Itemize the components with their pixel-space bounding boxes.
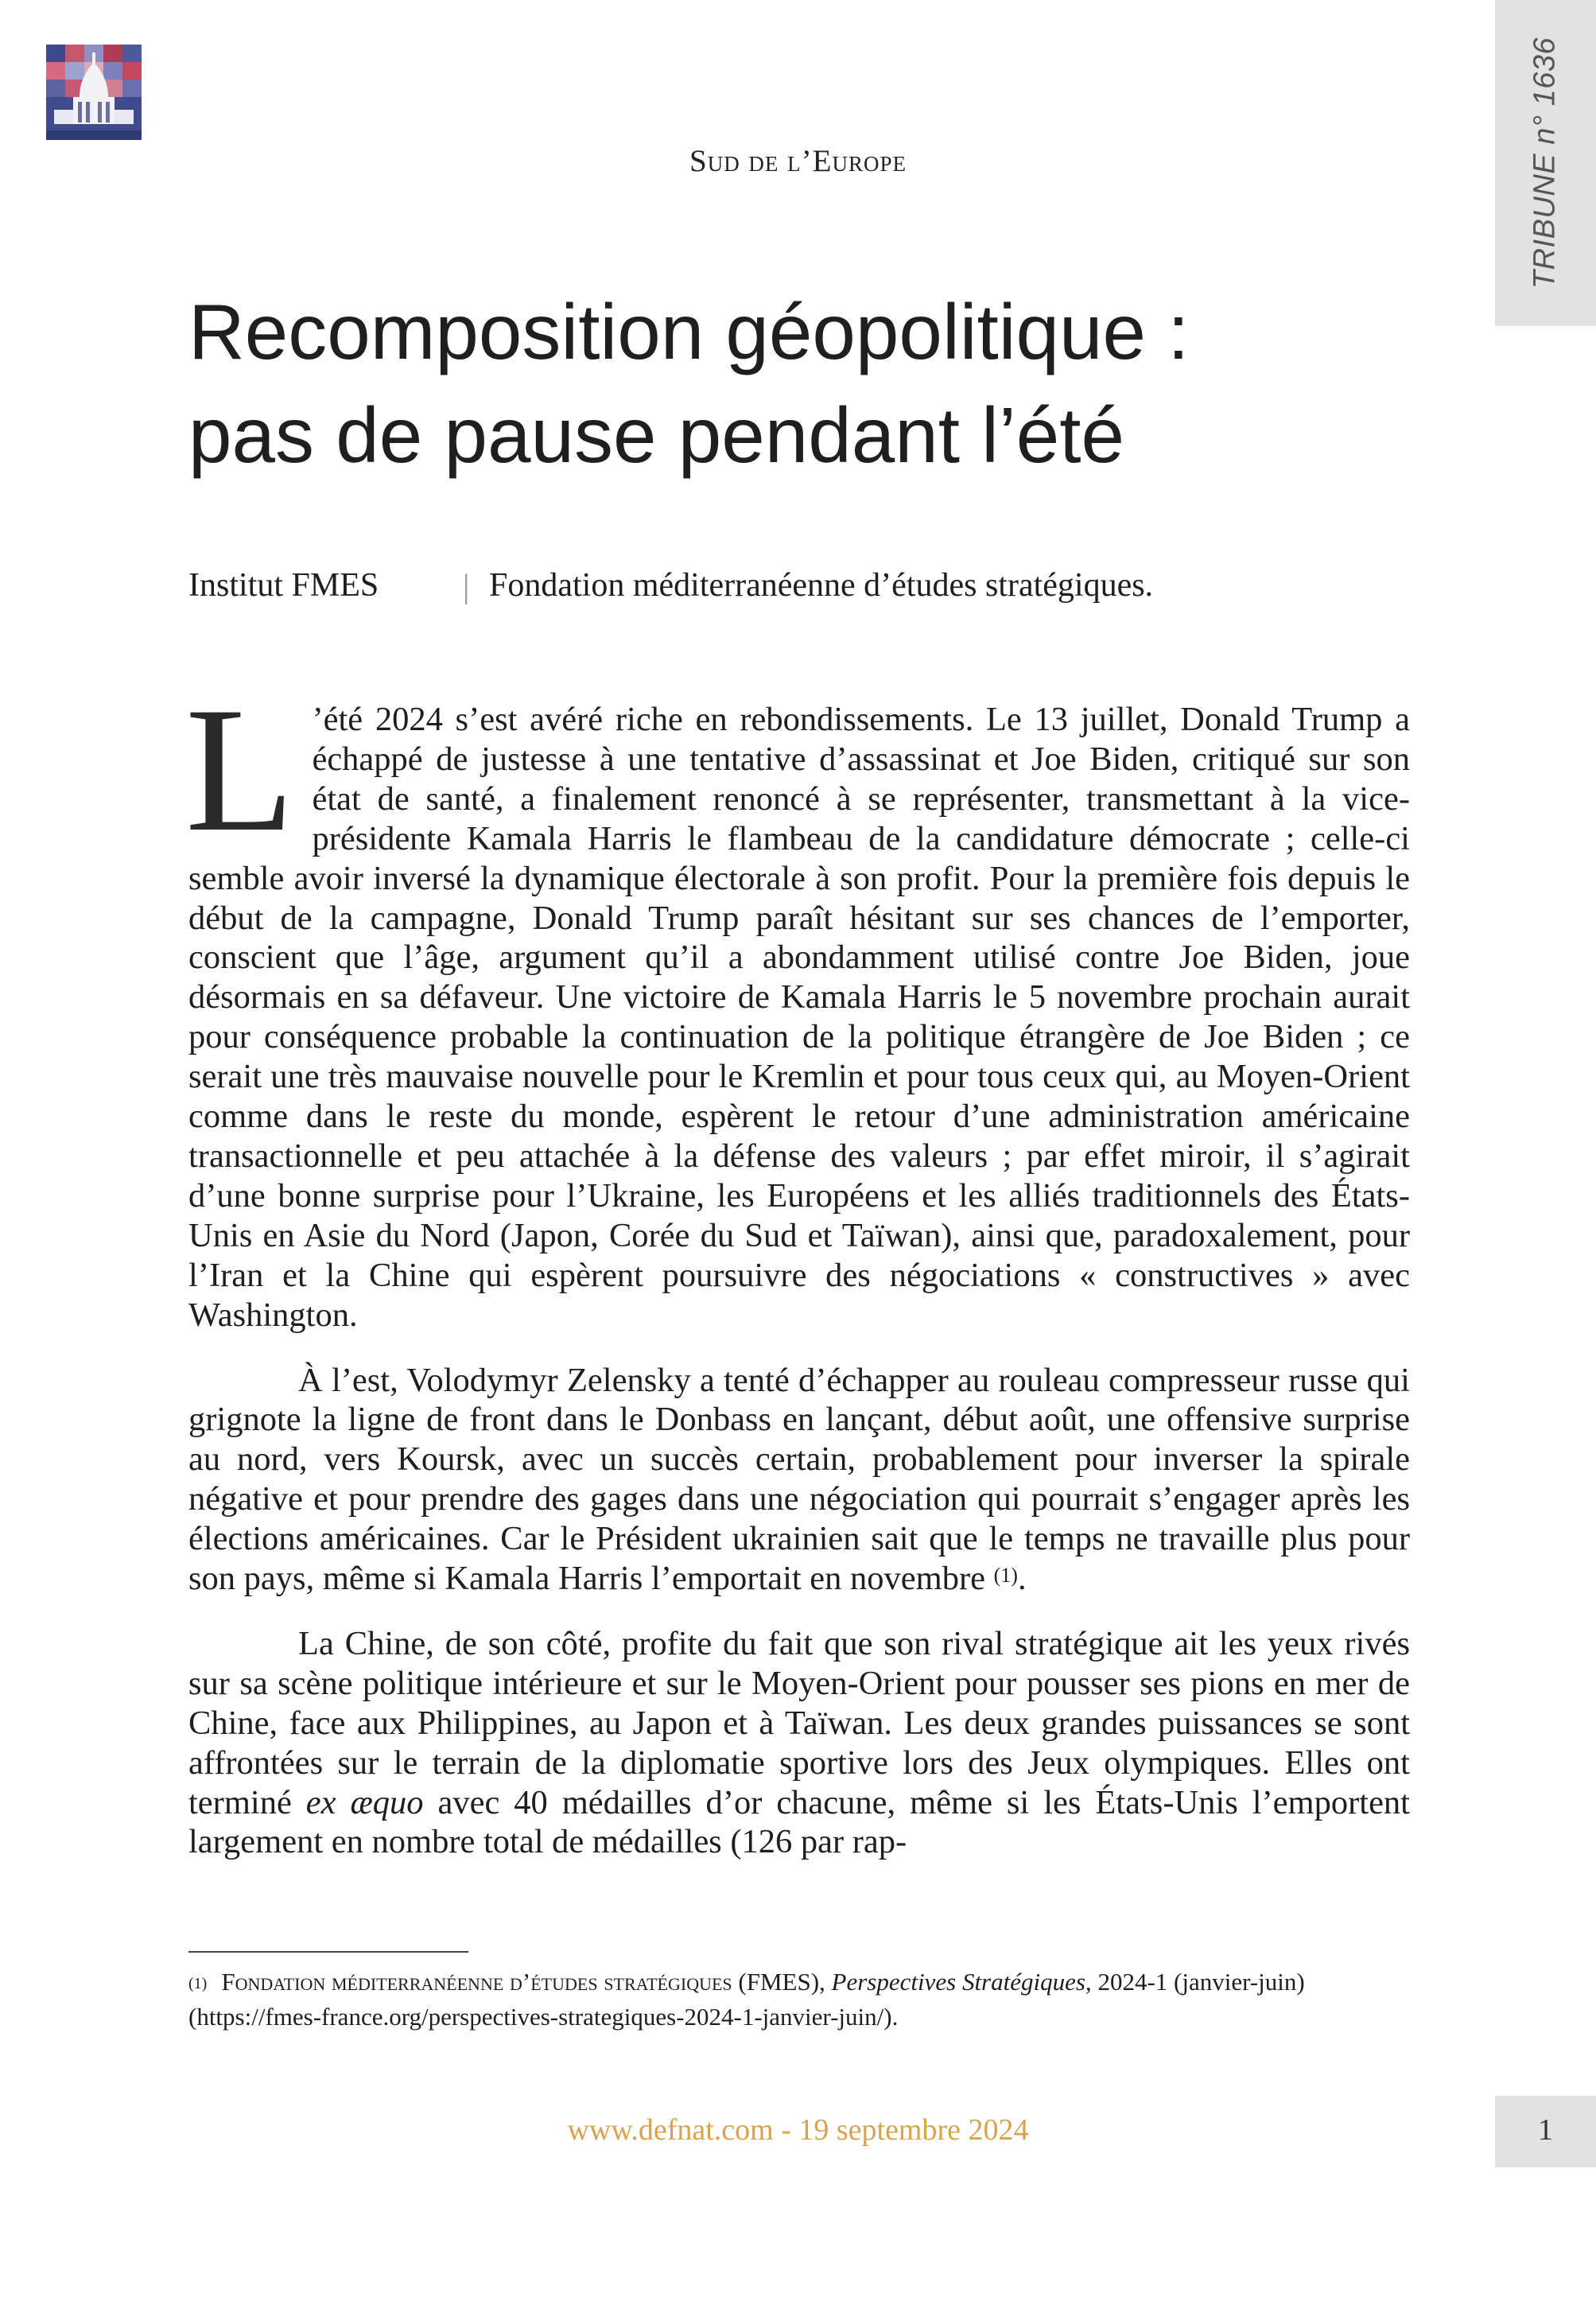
title-line-1: Recomposition géopolitique : [188, 288, 1190, 375]
paragraph-1-text: ’été 2024 s’est avéré riche en rebondissements. Le 13 juillet, Donald Trump a échappé de justesse à une tentative d’assassinat et Joe Biden, critiqué sur son état de santé, a finalement renoncé à se représenter, transmettant à la vice-présidente Kamala Harris le flambeau de la candidature démocrate ; celle-ci semble avoir inversé la dynamique électorale à son profit. Pour la première fois depuis le début de la campagne, Donald Trump paraît hésitant sur ses chances de l’emporter, conscient que l’âge, argument qu’il a abondamment utilisé contre Joe Biden, joue désormais en sa défaveur. Une victoire de Kamala Harris le 5 novembre prochain aurait pour conséquence probable la continuation de la politique étrangère de Joe Biden ; ce serait une très mauvaise nouvelle pour le Kremlin et pour tous ceux qui, au Moyen-Orient comme dans le reste du monde, espèrent le retour d’une administration américaine transactionnelle et peu attachée à la défense des valeurs ; par effet miroir, il s’agirait d’une bonne surprise pour l’Ukraine, les Européens et les alliés traditionnels des États-Unis en Asie du Nord (Japon, Corée du Sud et Taïwan), ainsi que, paradoxalement, pour l’Iran et la Chine qui espèrent poursuivre des négociations « constructives » avec Washington. [188, 701, 1410, 1334]
author-affiliation: Fondation méditerranéenne d’études stratégiques. [489, 567, 1154, 604]
footnote-url[interactable]: (https://fmes-france.org/perspectives-strategiques-2024-1-janvier-juin/). [188, 2003, 899, 2031]
paragraph-2 [188, 1361, 1410, 1599]
footer-site-date[interactable]: www.defnat.com - 19 septembre 2024 [567, 2113, 1029, 2147]
paragraph-3-text-b: avec 40 médailles d’or chacune, même si les États-Unis l’emportent largement en nombre total de médailles (126 par rap- [188, 1783, 1410, 1861]
article-body [185, 670, 1410, 1887]
title-line-2: pas de pause pendant l’été [188, 391, 1124, 479]
drop-cap: L [185, 670, 295, 869]
footnote-source-abbr: (FMES), [732, 1968, 832, 1996]
author-name: Institut FMES [188, 567, 379, 604]
paragraph-3-text-a: La Chine, de son côté, profite du fait que son rival stratégique ait les yeux rivés sur sa scène politique intérieure et sur le Moyen-Orient pour pousser ses pions en mer de Chine, face aux Philippines, au Japon et à Taïwan. Les deux grandes puissances se sont affrontées sur le terrain de la diplomatie sportive lors des Jeux olympiques. Elles ont terminé [188, 1624, 1410, 1821]
footnote-details: 2024-1 (janvier-juin) [1091, 1968, 1305, 1996]
section-header: Sud de l’Europe [689, 144, 907, 178]
footnote-divider [188, 1951, 468, 1953]
footnote-publication: Perspectives Stratégiques, [831, 1968, 1092, 1996]
footnote-1 [188, 1965, 1410, 2035]
footnote-number: (1) [188, 1975, 208, 1992]
page-number: 1 [1538, 2113, 1553, 2147]
footnote-source: Fondation méditerranéenne d’études stratégiques [221, 1968, 732, 1996]
paragraph-2-text: À l’est, Volodymyr Zelensky a tenté d’échapper au rouleau compresseur russe qui grignote la ligne de front dans le Donbass en lançant, début août, une offensive surprise au nord, vers Koursk, avec un succès certain, probablement pour inverser la spirale négative et pour prendre des gages dans une négociation qui pourrait s’engager après les élections américaines. Car le Président ukrainien sait que le temps ne travaille plus pour son pays, même si Kamala Harris l’emportait en novembre [188, 1361, 1410, 1598]
paragraph-3 [188, 1624, 1410, 1862]
paragraph-2-end: . [1017, 1560, 1027, 1598]
footnote-ref-1[interactable]: (1) [993, 1564, 1018, 1588]
paragraph-1 [185, 670, 1410, 1335]
author-separator: | [463, 569, 470, 605]
les-invalides-dome-logo-icon [46, 45, 142, 140]
article-title [188, 280, 1461, 487]
tribune-number: TRIBUNE n° 1636 [1528, 37, 1562, 290]
paragraph-3-italic: ex æquo [305, 1783, 424, 1821]
